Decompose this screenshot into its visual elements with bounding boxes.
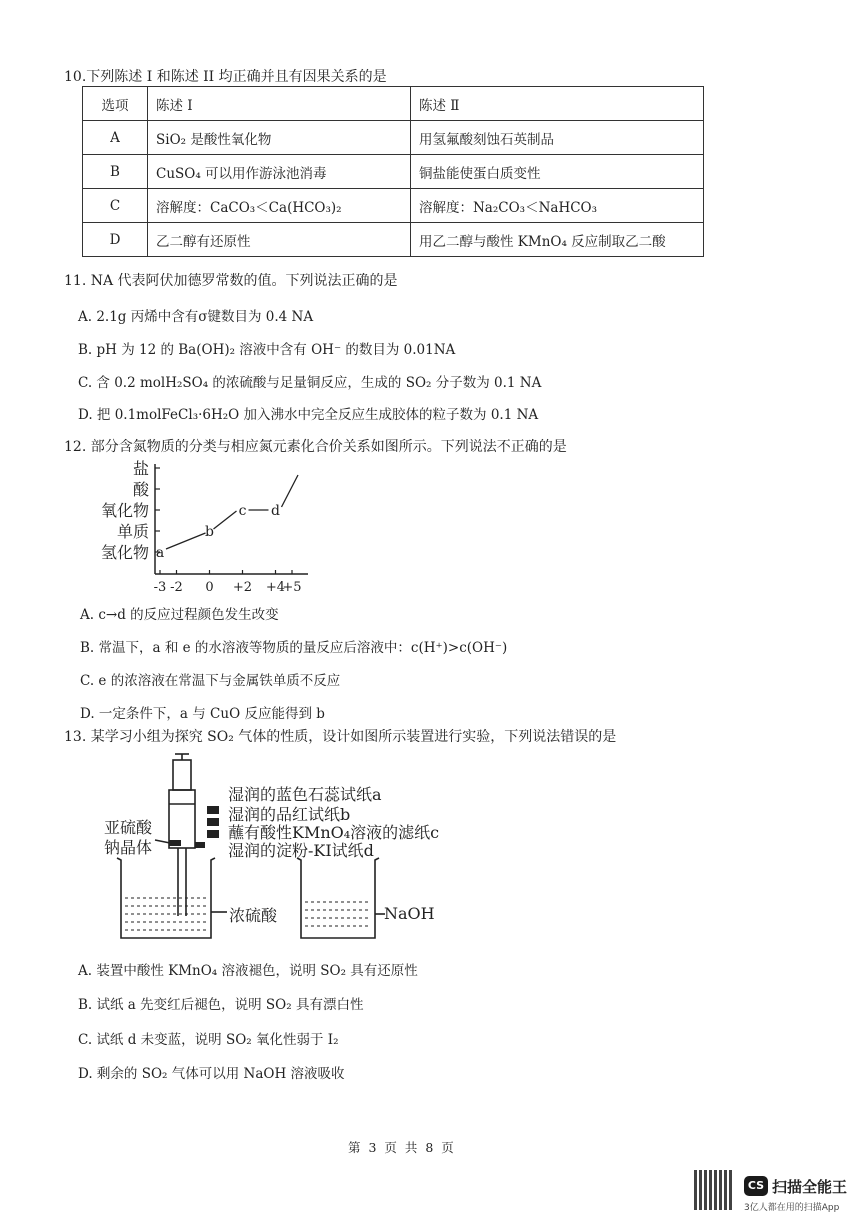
table-row bbox=[83, 189, 704, 223]
label-naoh: NaOH bbox=[384, 904, 435, 923]
row-statement-2: 用氢氟酸刻蚀石英制品 bbox=[411, 121, 704, 155]
x-tick-label: 0 bbox=[205, 580, 214, 595]
row-statement-1: 乙二醇有还原性 bbox=[148, 223, 411, 257]
qr-code-icon bbox=[694, 1170, 734, 1210]
row-statement-2: 铜盐能使蛋白质变性 bbox=[411, 155, 704, 189]
header-option: 选项 bbox=[83, 87, 148, 121]
point-label: b bbox=[205, 524, 214, 540]
y-tick-label: 盐 bbox=[132, 459, 149, 478]
row-option: D bbox=[83, 223, 148, 257]
syringe-barrel bbox=[169, 790, 195, 848]
label-crystal-line1: 亚硫酸 bbox=[104, 818, 153, 837]
point-label: a bbox=[155, 545, 165, 561]
q11-option-c: C. 含 0.2 molH₂SO₄ 的浓硫酸与足量铜反应，生成的 SO₂ 分子数为 0.1 NA bbox=[78, 375, 542, 391]
table-header-row bbox=[83, 87, 704, 121]
q13-option-d: D. 剩余的 SO₂ 气体可以用 NaOH 溶液吸收 bbox=[78, 1066, 345, 1082]
q10-stem: 10.下列陈述 I 和陈述 II 均正确并且有因果关系的是 bbox=[64, 69, 387, 85]
q10-table bbox=[82, 86, 704, 257]
x-tick-label: +2 bbox=[232, 580, 253, 595]
header-statement-2: 陈述 Ⅱ bbox=[411, 87, 704, 121]
row-statement-2: 用乙二醇与酸性 KMnO₄ 反应制取乙二酸 bbox=[411, 223, 704, 257]
y-tick-label: 酸 bbox=[132, 480, 149, 499]
row-statement-1: CuSO₄ 可以用作游泳池消毒 bbox=[148, 155, 411, 189]
paper-a bbox=[207, 806, 219, 814]
q12-option-c: C. e 的浓溶液在常温下与金属铁单质不反应 bbox=[80, 673, 341, 689]
row-option: B bbox=[83, 155, 148, 189]
label-paper-b: 湿润的品红试纸b bbox=[228, 805, 351, 824]
header-statement-1: 陈述 I bbox=[148, 87, 411, 121]
q11-stem: 11. NA 代表阿伏加德罗常数的值。下列说法正确的是 bbox=[64, 273, 398, 289]
y-tick-label: 氢化物 bbox=[100, 543, 149, 562]
series-line bbox=[166, 533, 206, 549]
row-statement-1: SiO₂ 是酸性氧化物 bbox=[148, 121, 411, 155]
q11-option-b: B. pH 为 12 的 Ba(OH)₂ 溶液中含有 OH⁻ 的数目为 0.01NA bbox=[78, 342, 456, 358]
x-tick-label: -3 bbox=[153, 580, 167, 595]
scanner-logo-icon: CS bbox=[744, 1176, 768, 1196]
y-tick-label: 氧化物 bbox=[100, 501, 149, 520]
q11-option-a: A. 2.1g 丙烯中含有σ键数目为 0.4 NA bbox=[78, 309, 314, 325]
y-tick-label: 单质 bbox=[116, 522, 149, 541]
q12-option-a: A. c→d 的反应过程颜色发生改变 bbox=[80, 607, 279, 623]
label-paper-c: 蘸有酸性KMnO₄溶液的滤纸c bbox=[228, 823, 440, 842]
q11-option-d: D. 把 0.1molFeCl₃·6H₂O 加入沸水中完全反应生成胶体的粒子数为 0.1 NA bbox=[78, 407, 539, 423]
point-label: d bbox=[271, 503, 280, 519]
syringe-plunger bbox=[173, 760, 191, 790]
x-tick-label: -2 bbox=[170, 580, 183, 595]
table-row bbox=[83, 121, 704, 155]
page-number: 第 3 页 共 8 页 bbox=[348, 1140, 456, 1155]
paper-c bbox=[207, 830, 219, 838]
crystal bbox=[169, 840, 181, 846]
q13-stem: 13. 某学习小组为探究 SO₂ 气体的性质，设计如图所示装置进行实验，下列说法错误的是 bbox=[64, 729, 617, 745]
q12-stem: 12. 部分含氮物质的分类与相应氮元素化合价关系如图所示。下列说法不正确的是 bbox=[64, 439, 567, 455]
label-conc-sulfuric-acid: 浓硫酸 bbox=[229, 906, 278, 925]
table-row bbox=[83, 223, 704, 257]
q12-option-d: D. 一定条件下，a 与 CuO 反应能得到 b bbox=[80, 706, 325, 722]
q13-option-b: B. 试纸 a 先变红后褪色，说明 SO₂ 具有漂白性 bbox=[78, 997, 364, 1013]
x-tick-label: +4 bbox=[265, 580, 286, 595]
row-option: C bbox=[83, 189, 148, 223]
scanner-brand: 扫描全能王 bbox=[772, 1178, 848, 1196]
table-row bbox=[83, 155, 704, 189]
q13-option-a: A. 装置中酸性 KMnO₄ 溶液褪色，说明 SO₂ 具有还原性 bbox=[78, 963, 418, 979]
x-tick-label: +5 bbox=[282, 580, 302, 595]
paper-b bbox=[207, 818, 219, 826]
point-label: c bbox=[238, 503, 247, 519]
nitrogen-valence-chart bbox=[80, 456, 320, 596]
row-statement-2: 溶解度：Na₂CO₃＜NaHCO₃ bbox=[411, 189, 704, 223]
q13-option-c: C. 试纸 d 未变蓝，说明 SO₂ 氧化性弱于 I₂ bbox=[78, 1032, 339, 1048]
row-option: A bbox=[83, 121, 148, 155]
label-paper-a: 湿润的蓝色石蕊试纸a bbox=[228, 785, 382, 804]
paper-d bbox=[195, 842, 205, 848]
series-line bbox=[282, 475, 299, 507]
row-statement-1: 溶解度：CaCO₃＜Ca(HCO₃)₂ bbox=[148, 189, 411, 223]
label-crystal-line2: 钠晶体 bbox=[104, 838, 153, 857]
series-line bbox=[214, 511, 237, 529]
label-paper-d: 湿润的淀粉-KI试纸d bbox=[228, 841, 374, 860]
scanner-tagline: 3亿人都在用的扫描App bbox=[744, 1203, 840, 1213]
q12-option-b: B. 常温下，a 和 e 的水溶液等物质的量反应后溶液中：c(H⁺)>c(OH⁻) bbox=[80, 640, 508, 656]
